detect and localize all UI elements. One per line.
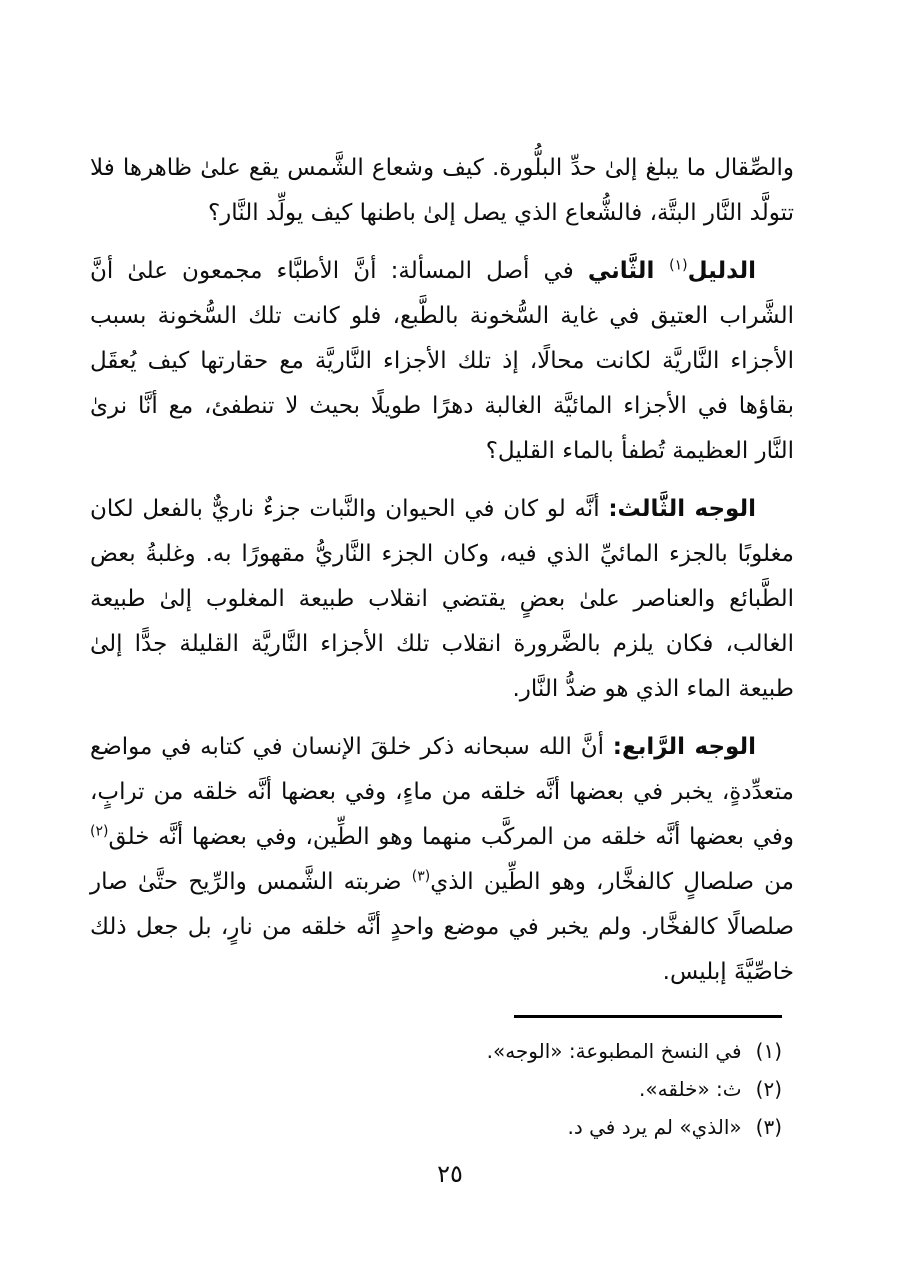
footnote-list: [90, 1032, 782, 1146]
text-block: [90, 146, 794, 1146]
footnote-ref-1: (١): [669, 257, 688, 274]
footnote-ref-2: (٢): [90, 823, 109, 840]
paragraph-text: والصِّقال ما يبلغ إلىٰ حدِّ البلُّورة. كيف وشعاع الشَّمس يقع علىٰ ظاهرها فلا تتولَّد النَّار البتَّة، فالشُّعاع الذي يصل إلىٰ باطنها كيف يولِّد النَّار؟: [90, 155, 794, 226]
footnote-marker: (١): [755, 1039, 782, 1063]
footnote-ref-3: (٣): [411, 868, 431, 885]
body-paragraph-continuation: [90, 146, 794, 236]
paragraph-text: في أصل المسألة: أنَّ الأطبَّاء مجمعون علىٰ أنَّ الشَّراب العتيق في غاية السُّخونة بالطَّبع، فلو كانت تلك السُّخونة بسبب الأجزاء النَّاريَّة لكانت محالًا، إذ تلك الأجزاء النَّاريَّة مع حقارتها كيف يُعقَل بقاؤها في الأجزاء المائيَّة الغالبة دهرًا طويلًا بحيث لا تنطفئ، مع أنَّا نرىٰ النَّار العظيمة تُطفأ بالماء القليل؟: [90, 258, 794, 464]
paragraph-lead-label: الوجه الثَّالث:: [608, 496, 756, 522]
page-number: ٢٥: [437, 1160, 463, 1188]
footnote-item-3: [90, 1108, 782, 1146]
footnote-text: «الذي» لم يرد في د.: [567, 1115, 742, 1139]
body-paragraph-second-proof: [90, 249, 794, 474]
footnote-separator: [514, 1015, 782, 1018]
body-paragraph-third-aspect: [90, 487, 794, 712]
paragraph-lead-label: الثَّاني: [587, 258, 670, 284]
paragraph-lead-label: الوجه الرَّابع:: [612, 734, 756, 760]
footnote-item-1: [90, 1032, 782, 1070]
footnote-marker: (٢): [755, 1077, 782, 1101]
paragraph-lead-label: الدليل: [687, 258, 756, 284]
footnote-item-2: [90, 1070, 782, 1108]
paragraph-text: من صلصالٍ كالفخَّار، وهو الطِّين الذي: [430, 869, 795, 895]
footnote-text: في النسخ المطبوعة: «الوجه».: [486, 1039, 742, 1063]
footnote-marker: (٣): [755, 1115, 782, 1139]
paragraph-text: ضربته الشَّمس والرِّيح حتَّىٰ صار صلصالًا كالفخَّار. ولم يخبر في موضع واحدٍ أنَّه خلقه من نارٍ، بل جعل ذلك خاصِّيَّةَ إبليس.: [90, 869, 794, 985]
paragraph-text: أنَّ الله سبحانه ذكر خلقَ الإنسان في كتابه في مواضع متعدِّدةٍ، يخبر في بعضها أنَّه خلقه من ماءٍ، وفي بعضها أنَّه خلقه من ترابٍ، وفي بعضها أنَّه خلقه من المركَّب منهما وهو الطِّين، وفي بعضها أنَّه خلق: [90, 734, 794, 850]
paragraph-text: أنَّه لو كان في الحيوان والنَّبات جزءٌ ناريٌّ بالفعل لكان مغلوبًا بالجزء المائيِّ الذي فيه، وكان الجزء النَّاريُّ مقهورًا به. وغلبةُ بعض الطَّبائع والعناصر علىٰ بعضٍ يقتضي انقلاب طبيعة المغلوب إلىٰ طبيعة الغالب، فكان يلزم بالضَّرورة انقلاب تلك الأجزاء النَّاريَّة القليلة جدًّا إلىٰ طبيعة الماء الذي هو ضدُّ النَّار.: [90, 496, 794, 702]
footnote-text: ث: «خلقه».: [639, 1077, 742, 1101]
body-paragraph-fourth-aspect: [90, 725, 794, 995]
